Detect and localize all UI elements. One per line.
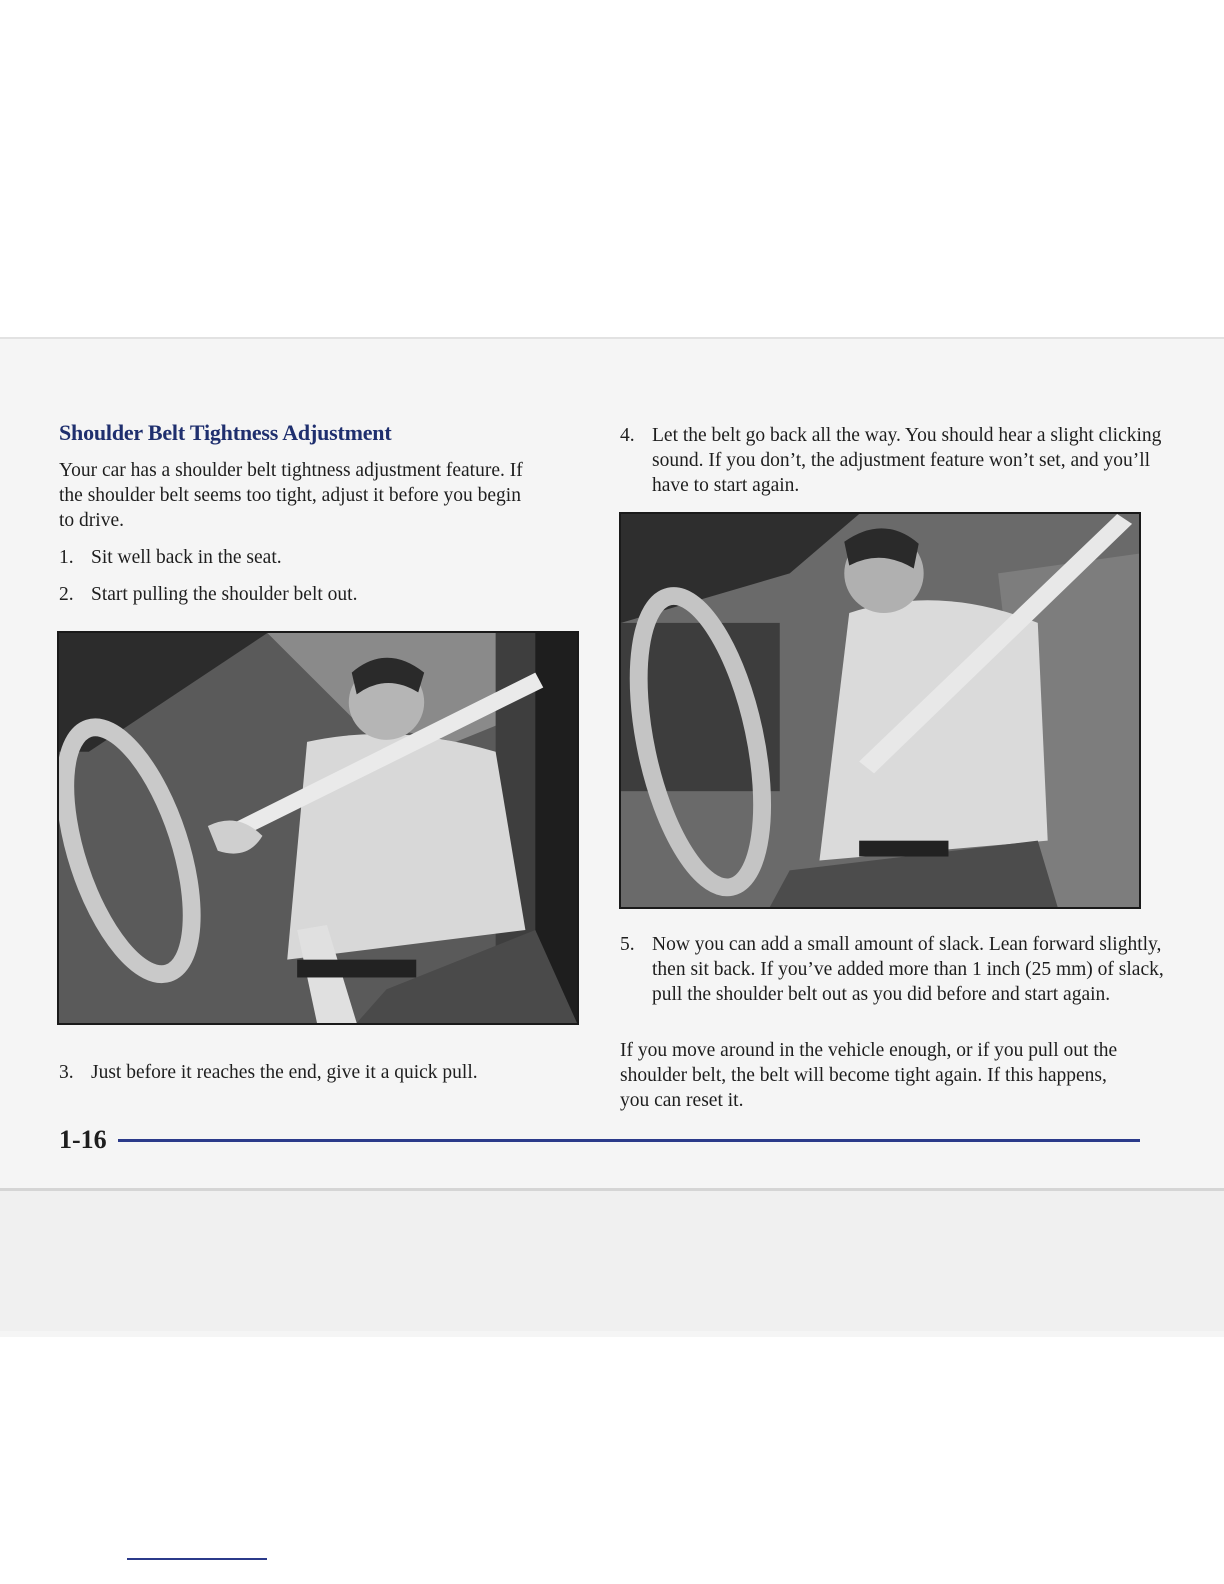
step-4 bbox=[620, 423, 1172, 498]
step-2 bbox=[59, 582, 571, 607]
step-text: Now you can add a small amount of slack. Lean forward slightly, then sit back. If you’ve added more than 1 inch (25 mm) of slack, pull the shoulder belt out as you did before and start again. bbox=[652, 934, 1164, 1005]
step-number: 3. bbox=[59, 1062, 74, 1083]
intro-paragraph: Your car has a shoulder belt tightness adjustment feature. If the shoulder belt seems too tight, adjust it before you begin to drive. bbox=[59, 460, 523, 531]
step-number: 1. bbox=[59, 547, 74, 568]
step-1 bbox=[59, 545, 571, 570]
illustration-belt-retracted bbox=[619, 512, 1141, 909]
page-margin-area bbox=[0, 1191, 1224, 1331]
footer-rule bbox=[118, 1139, 1140, 1142]
step-3 bbox=[59, 1060, 611, 1085]
step-number: 2. bbox=[59, 584, 74, 605]
step-text: Let the belt go back all the way. You should hear a slight clicking sound. If you don’t, the adjustment feature won’t set, and you’ll have to start again. bbox=[652, 425, 1162, 496]
step-number: 5. bbox=[620, 934, 635, 955]
step-number: 4. bbox=[620, 425, 635, 446]
illustration-pulling-belt bbox=[57, 631, 579, 1025]
footer-mark bbox=[127, 1558, 267, 1560]
step-text: Start pulling the shoulder belt out. bbox=[91, 584, 358, 605]
step-text: Sit well back in the seat. bbox=[91, 547, 282, 568]
closing-paragraph: If you move around in the vehicle enough, or if you pull out the shoulder belt, the belt will become tight again. If this happens, you can reset it. bbox=[620, 1040, 1118, 1111]
illustration-drawing bbox=[59, 633, 577, 1023]
step-5 bbox=[620, 932, 1172, 1007]
page-number: 1-16 bbox=[59, 1125, 107, 1154]
step-text: Just before it reaches the end, give it a quick pull. bbox=[91, 1062, 478, 1083]
page-top-edge bbox=[0, 337, 1224, 339]
illustration-drawing bbox=[621, 514, 1139, 907]
section-heading: Shoulder Belt Tightness Adjustment bbox=[59, 420, 392, 445]
